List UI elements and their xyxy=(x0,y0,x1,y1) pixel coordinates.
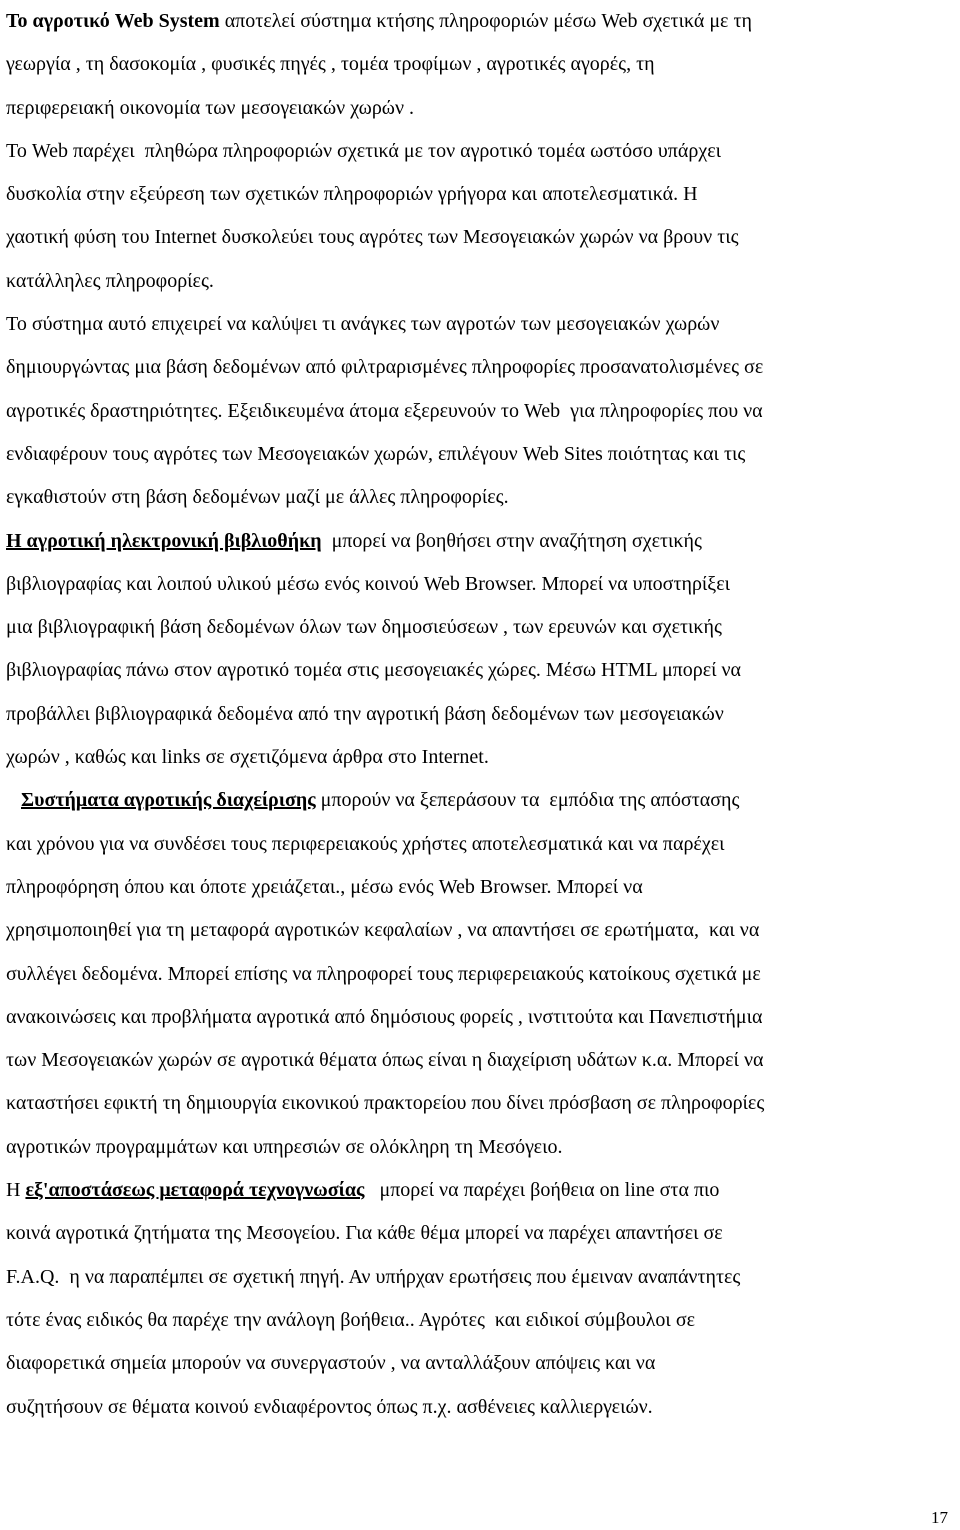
text-line xyxy=(6,1299,956,1342)
paragraph xyxy=(6,0,956,303)
text-run: αποτελεί σύστημα κτήσης πληροφοριών μέσω Web σχετικά με τη xyxy=(219,10,752,32)
emphasized-text: Η αγροτική ηλεκτρονική βιβλιοθήκη xyxy=(6,529,322,552)
text-line xyxy=(6,1126,956,1169)
text-line xyxy=(6,649,956,692)
text-line xyxy=(6,1386,956,1429)
text-run: διαφορετικά σημεία μπορούν να συνεργαστούν , να ανταλλάξουν απόψεις και να xyxy=(6,1352,656,1375)
text-run: συζητήσουν σε θέματα κοινού ενδιαφέροντος όπως π.χ. ασθένειες καλλιεργειών. xyxy=(6,1395,653,1418)
emphasized-text: εξ'αποστάσεως μεταφορά τεχνογνωσίας xyxy=(25,1179,365,1202)
text-run: βιβλιογραφίας και λοιπού υλικού μέσω ενός κοινού Web Browser. Μπορεί να υποστηρίξει xyxy=(6,572,731,595)
text-run: δυσκολία στην εξεύρεση των σχετικών πληροφοριών γρήγορα και αποτελεσματικά. Η xyxy=(6,183,698,206)
paragraph xyxy=(6,1169,956,1429)
text-line xyxy=(6,303,956,346)
text-run: προβάλλει βιβλιογραφικά δεδομένα από την αγροτική βάση δεδομένων των μεσογειακών xyxy=(6,702,724,725)
text-run: των Μεσογειακών χωρών σε αγροτικά θέματα όπως είναι η διαχείριση υδάτων κ.α. Μπορεί να xyxy=(6,1049,764,1072)
text-run: κατάλληλες πληροφορίες. xyxy=(6,269,214,292)
text-line xyxy=(6,346,956,389)
text-line xyxy=(6,87,956,130)
text-run: δημιουργώντας μια βάση δεδομένων από φιλτραρισμένες πληροφορίες προσανατολισμένες σε xyxy=(6,356,764,379)
text-line xyxy=(6,0,956,43)
text-run: Το Web παρέχει πληθώρα πληροφοριών σχετικά με τον αγροτικό τομέα ωστόσο υπάρχει xyxy=(6,139,721,162)
text-run: F.A.Q. η να παραπέμπει σε σχετική πηγή. Αν υπήρχαν ερωτήσεις που έμειναν αναπάντητες xyxy=(6,1265,741,1288)
text-line xyxy=(6,693,956,736)
text-line xyxy=(6,476,956,519)
text-line xyxy=(6,216,956,259)
text-run xyxy=(6,789,21,811)
text-line xyxy=(6,260,956,303)
text-run: πληροφόρηση όπου και όποτε χρειάζεται., μέσω ενός Web Browser. Μπορεί να xyxy=(6,875,643,898)
text-run: χρησιμοποιηθεί για τη μεταφορά αγροτικών κεφαλαίων , να απαντήσει σε ερωτήματα, και να xyxy=(6,919,760,942)
text-line xyxy=(6,563,956,606)
paragraph xyxy=(6,779,956,1169)
text-line xyxy=(6,173,956,216)
text-line xyxy=(6,43,956,86)
document-page xyxy=(6,0,956,1429)
text-run: χαοτική φύση του Internet δυσκολεύει τους αγρότες των Μεσογειακών χωρών να βρουν τις xyxy=(6,226,739,249)
page-number: 17 xyxy=(931,1508,948,1527)
text-run: μπορεί να παρέχει βοήθεια on line στα πιο xyxy=(364,1179,720,1202)
emphasized-text: Το αγροτικό Web System xyxy=(6,10,220,32)
text-run: Η xyxy=(6,1179,26,1202)
text-run: Το σύστημα αυτό επιχειρεί να καλύψει τι ανάγκες των αγροτών των μεσογειακών χωρών xyxy=(6,313,720,336)
text-run: περιφερειακή οικονομία των μεσογειακών χωρών . xyxy=(6,96,415,119)
text-line xyxy=(6,1169,956,1212)
text-line xyxy=(6,866,956,909)
text-line xyxy=(6,779,956,822)
text-line xyxy=(6,130,956,173)
text-run: μπορούν να ξεπεράσουν τα εμπόδια της απόστασης xyxy=(315,789,740,812)
emphasized-text: Συστήματα αγροτικής διαχείρισης xyxy=(21,789,316,812)
text-line xyxy=(6,433,956,476)
text-run: γεωργία , τη δασοκομία , φυσικές πηγές , τομέα τροφίμων , αγροτικές αγορές, τη xyxy=(6,53,655,76)
text-run: ανακοινώσεις και προβλήματα αγροτικά από δημόσιους φορείς , ινστιτούτα και Πανεπιστήμια xyxy=(6,1005,763,1028)
text-line xyxy=(6,736,956,779)
paragraph xyxy=(6,303,956,519)
text-run: αγροτικές δραστηριότητες. Εξειδικευμένα άτομα εξερευνούν το Web για πληροφορίες που να xyxy=(6,399,763,422)
text-line xyxy=(6,606,956,649)
text-run: βιβλιογραφίας πάνω στον αγροτικό τομέα στις μεσογειακές χώρες. Μέσω HTML μπορεί να xyxy=(6,659,742,682)
text-run: τότε ένας ειδικός θα παρέχε την ανάλογη βοήθεια.. Αγρότες και ειδικοί σύμβουλοι σε xyxy=(6,1308,695,1331)
text-run: μια βιβλιογραφική βάση δεδομένων όλων των δημοσιεύσεων , των ερευνών και σχετικής xyxy=(6,616,722,639)
text-run: καταστήσει εφικτή τη δημιουργία εικονικού πρακτορείου που δίνει πρόσβαση σε πληροφορίες xyxy=(6,1092,765,1115)
text-line xyxy=(6,390,956,433)
text-run: χωρών , καθώς και links σε σχετιζόμενα άρθρα στο Internet. xyxy=(6,746,489,769)
text-line xyxy=(6,520,956,563)
text-run: μπορεί να βοηθήσει στην αναζήτηση σχετικής xyxy=(321,529,702,552)
text-line xyxy=(6,1256,956,1299)
paragraph xyxy=(6,520,956,780)
text-line xyxy=(6,909,956,952)
text-line xyxy=(6,1039,956,1082)
text-run: συλλέγει δεδομένα. Μπορεί επίσης να πληροφορεί τους περιφερειακούς κατοίκους σχετικά με xyxy=(6,962,761,985)
text-line xyxy=(6,1082,956,1125)
text-line xyxy=(6,996,956,1039)
text-run: και χρόνου για να συνδέσει τους περιφερειακούς χρήστες αποτελεσματικά και να παρέχει xyxy=(6,832,725,855)
text-run: κοινά αγροτικά ζητήματα της Μεσογείου. Για κάθε θέμα μπορεί να παρέχει απαντήσει σε xyxy=(6,1222,723,1245)
text-line xyxy=(6,1342,956,1385)
text-run: ενδιαφέρουν τους αγρότες των Μεσογειακών χωρών, επιλέγουν Web Sites ποιότητας και τις xyxy=(6,442,746,465)
text-line xyxy=(6,953,956,996)
text-run: αγροτικών προγραμμάτων και υπηρεσιών σε ολόκληρη τη Μεσόγειο. xyxy=(6,1135,563,1158)
text-line xyxy=(6,823,956,866)
text-run: εγκαθιστούν στη βάση δεδομένων μαζί με άλλες πληροφορίες. xyxy=(6,486,509,509)
text-line xyxy=(6,1212,956,1255)
